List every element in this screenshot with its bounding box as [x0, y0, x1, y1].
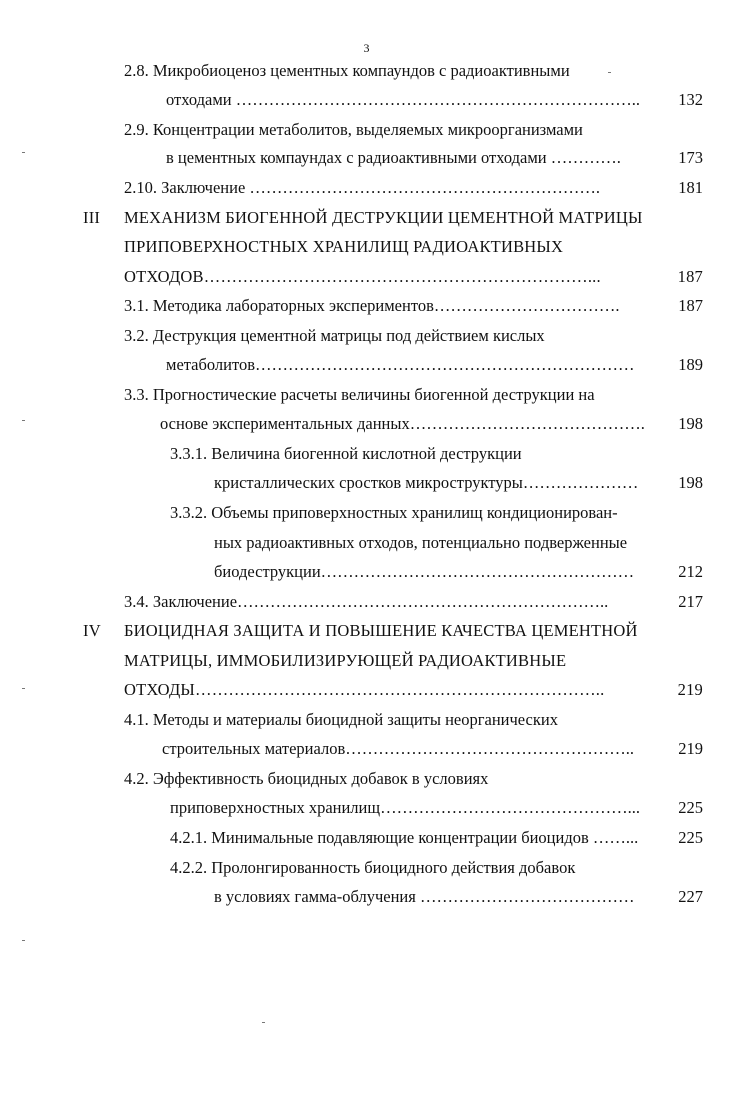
- toc-entry: [0, 709, 733, 731]
- toc-entry: [0, 797, 733, 819]
- toc-entry-text: в условиях гамма-облучения …………………………………: [214, 887, 635, 906]
- toc-entry: [0, 472, 733, 494]
- page-number: 3: [363, 41, 370, 55]
- toc-entry-text: МАТРИЦЫ, ИММОБИЛИЗИРУЮЩЕЙ РАДИОАКТИВНЫЕ: [124, 651, 567, 670]
- toc-chapter-heading: [0, 650, 733, 672]
- toc-entry-text: приповерхностных хранилищ………………………………………...: [170, 798, 640, 817]
- scan-speck: [608, 72, 611, 73]
- toc-entry: [0, 768, 733, 790]
- toc-entry: [0, 177, 733, 199]
- toc-entry: [0, 738, 733, 760]
- toc-entry-text: ОТХОДОВ……………………………………………………………...: [124, 267, 601, 286]
- toc-entry: [0, 325, 733, 347]
- toc-entry-text: основе экспериментальных данных…………………………………….: [160, 414, 645, 433]
- toc-page-number: 198: [678, 414, 703, 433]
- toc-entry: [0, 827, 733, 849]
- toc-entry-text: 3.3.2. Объемы приповерхностных хранилищ кондиционирован-: [170, 503, 618, 522]
- toc-entry-text: 2.8. Микробиоценоз цементных компаундов с радиоактивными: [124, 61, 570, 80]
- toc-entry-text: 3.2. Деструкция цементной матрицы под действием кислых: [124, 326, 545, 345]
- toc-page-number: 225: [678, 828, 703, 847]
- toc-page-number: 132: [678, 90, 703, 109]
- toc-entry: [0, 384, 733, 406]
- toc-page-number: 173: [678, 148, 703, 167]
- toc-entry-text: кристаллических сростков микроструктуры…………………: [214, 473, 639, 492]
- toc-page-number: 219: [677, 680, 703, 699]
- toc-chapter-heading: [0, 620, 733, 642]
- toc-entry-text: 3.3.1. Величина биогенной кислотной деструкции: [170, 444, 522, 463]
- toc-entry: [0, 591, 733, 613]
- toc-entry-text: 2.10. Заключение ……………………………………………………….: [124, 178, 601, 197]
- toc-page-number: 181: [678, 178, 703, 197]
- toc-entry-text: отходами ………………………………………………………………..: [166, 90, 641, 109]
- toc-entry-text: БИОЦИДНАЯ ЗАЩИТА И ПОВЫШЕНИЕ КАЧЕСТВА ЦЕМЕНТНОЙ: [124, 621, 638, 640]
- chapter-numeral: III: [83, 208, 101, 227]
- toc-entry: [0, 295, 733, 317]
- toc-entry-text: 3.3. Прогностические расчеты величины биогенной деструкции на: [124, 385, 595, 404]
- toc-chapter-heading: [0, 236, 733, 258]
- toc-page-number: 219: [678, 739, 703, 758]
- toc-entry: [0, 60, 733, 82]
- toc-page-number: 189: [678, 355, 703, 374]
- toc-entry-text: метаболитов……………………………………………………………: [166, 355, 635, 374]
- toc-entry-text: МЕХАНИЗМ БИОГЕННОЙ ДЕСТРУКЦИИ ЦЕМЕНТНОЙ МАТРИЦЫ: [124, 208, 643, 227]
- toc-page-number: 187: [678, 296, 703, 315]
- toc-entry: [0, 857, 733, 879]
- toc-entry-text: 4.2. Эффективность биоцидных добавок в условиях: [124, 769, 489, 788]
- toc-page-number: 217: [678, 592, 703, 611]
- scan-speck: [22, 420, 25, 421]
- toc-chapter-heading: [0, 679, 733, 701]
- toc-entry-text: биодеструкции…………………………………………………: [214, 562, 635, 581]
- toc-entry: [0, 147, 733, 169]
- toc-entry-text: ных радиоактивных отходов, потенциально подверженные: [214, 533, 628, 552]
- toc-entry: [0, 443, 733, 465]
- toc-entry-text: 3.4. Заключение…………………………………………………………..: [124, 592, 609, 611]
- toc-entry-text: ОТХОДЫ………………………………………………………………..: [124, 680, 605, 699]
- toc-entry: [0, 502, 733, 524]
- toc-entry: [0, 886, 733, 908]
- toc-chapter-heading: [0, 266, 733, 288]
- toc-entry-text: 2.9. Концентрации метаболитов, выделяемых микроорганизмами: [124, 120, 583, 139]
- toc-entry: [0, 89, 733, 111]
- scan-speck: [22, 688, 25, 689]
- toc-page-number: 198: [678, 473, 703, 492]
- toc-entry-text: в цементных компаундах с радиоактивными отходами ………….: [166, 148, 621, 167]
- toc-entry: [0, 532, 733, 554]
- toc-entry: [0, 561, 733, 583]
- toc-chapter-heading: [0, 207, 733, 229]
- toc-entry-text: 4.2.2. Пролонгированность биоцидного действия добавок: [170, 858, 576, 877]
- toc-page-number: 212: [678, 562, 703, 581]
- toc-entry-text: 4.2.1. Минимальные подавляющие концентрации биоцидов ……...: [170, 828, 639, 847]
- toc-entry: [0, 354, 733, 376]
- chapter-numeral: IV: [83, 621, 101, 640]
- toc-page-number: 227: [678, 887, 703, 906]
- toc-entry-text: ПРИПОВЕРХНОСТНЫХ ХРАНИЛИЩ РАДИОАКТИВНЫХ: [124, 237, 564, 256]
- toc-entry-text: 3.1. Методика лабораторных экспериментов…………………………….: [124, 296, 620, 315]
- toc-entry: [0, 119, 733, 141]
- toc-entry: [0, 413, 733, 435]
- toc-page-number: 225: [678, 798, 703, 817]
- scan-speck: [22, 152, 25, 153]
- scan-speck: [262, 1022, 265, 1023]
- toc-entry-text: строительных материалов……………………………………………..: [162, 739, 634, 758]
- toc-page-number: 187: [677, 267, 703, 286]
- toc-entry-text: 4.1. Методы и материалы биоцидной защиты неорганических: [124, 710, 558, 729]
- scan-speck: [22, 940, 25, 941]
